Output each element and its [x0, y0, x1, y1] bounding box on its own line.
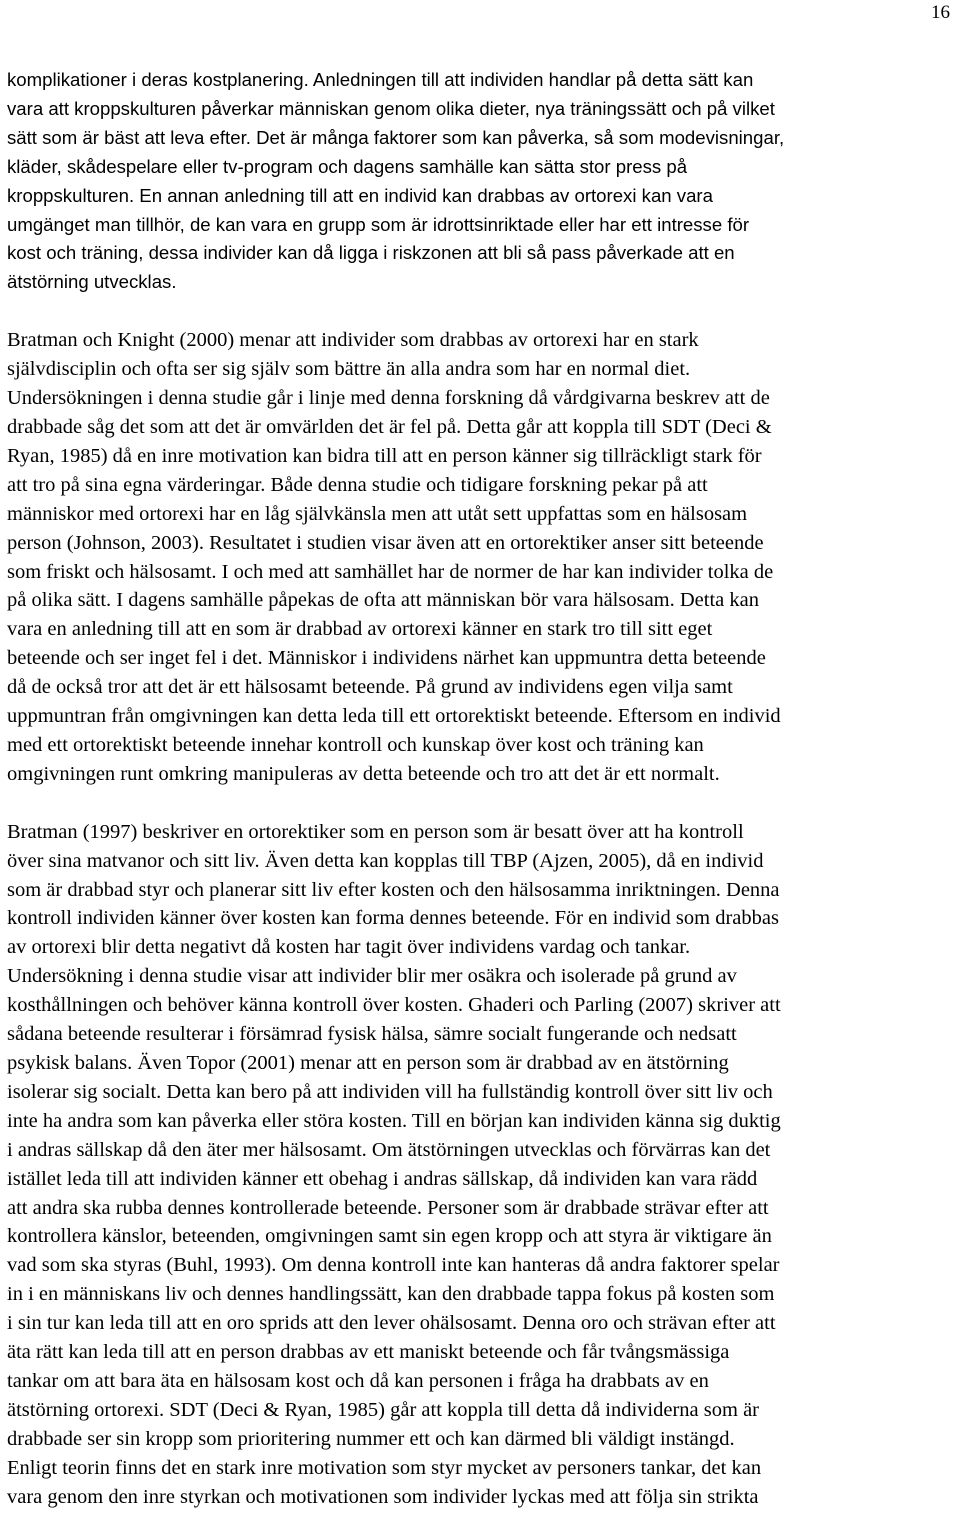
paragraph-gap [7, 789, 957, 818]
body-text [7, 66, 957, 1512]
paragraph-1-text: komplikationer i deras kostplanering. Anledningen till att individen handlar på detta sätt kan vara att kroppskulturen påverkar människan genom olika dieter, nya träningssätt och på vilket sätt som är bäst att leva efter. Det är många faktorer som kan påverka, så som modevisningar, kläder, skådespelare eller tv-program och dagens samhälle kan sätta stor press på kroppskulturen. En annan anledning till att en individ kan drabbas av ortorexi kan vara umgänget man tillhör, de kan vara en grupp som är idrottsinriktade eller har ett intresse för kost och träning, dessa individer kan då ligga i riskzonen att bli så pass påverkade att en ätstörning utvecklas. [7, 69, 785, 293]
paragraph-3: Bratman (1997) beskriver en ortorektiker som en person som är besatt över att ha kontroll över sina matvanor och sitt liv. Även detta kan kopplas till TBP (Ajzen, 2005), då en individ som är drabbad styr och planerar sitt liv efter kosten och den hälsosamma inriktningen. Denna kontroll individen känner över kosten kan forma dennes beteende. För en individ som drabbas av ortorexi blir detta negativt då kosten har tagit över individens vardag och tankar. Undersökning i denna studie visar att individer blir mer osäkra och isolerade på grund av kosthållningen och behöver känna kontroll över kosten. Ghaderi och Parling (2007) skriver att sådana beteende resulterar i försämrad fysisk hälsa, sämre socialt fungerande och nedsatt psykisk balans. Även Topor (2001) menar att en person som är drabbad av en ätstörning isolerar sig socialt. Detta kan bero på att individen vill ha fullständig kontroll över sitt liv och inte ha andra som kan påverka eller störa kosten. Till en början kan individen känna sig duktig i andras sällskap då den äter mer hälsosamt. Om ätstörningen utvecklas och förvärras kan det istället leda till att individen känner ett obehag i andras sällskap, då individen kan vara rädd att andra ska rubba dennes kontrollerade beteende. Personer som är drabbade strävar efter att kontrollera känslor, beteenden, omgivningen samt sin egen kropp och att styra är viktigare än vad som ska styras (Buhl, 1993). Om denna kontroll inte kan hanteras då andra faktorer spelar in i en människans liv och dennes handlingssätt, kan den drabbade tappa fokus på kosten som i sin tur kan leda till att en oro sprids att den lever ohälsosamt. Denna oro och strävan efter att äta rätt kan leda till att en person drabbas av ett maniskt beteende och får tvångsmässiga tankar om att bara äta en hälsosam kost och då kan personen i fråga ha drabbats av en ätstörning ortorexi. SDT (Deci & Ryan, 1985) går att koppla till detta då individerna som är drabbade ser sin kropp som prioritering nummer ett och kan därmed bli väldigt instängd. Enligt teorin finns det en stark inre motivation som styr mycket av personers tankar, det kan vara genom den inre styrkan och motivationen som individer lyckas med att följa sin strikta [7, 820, 781, 1508]
page-number: 16 [931, 2, 950, 23]
paragraph-2: Bratman och Knight (2000) menar att individer som drabbas av ortorexi har en stark självdisciplin och ofta ser sig själv som bättre än alla andra som har en normal diet. Undersökningen i denna studie går i linje med denna forskning då vårdgivarna beskrev att de drabbade såg det som att det är omvärlden det är fel på. Detta går att koppla till SDT (Deci & Ryan, 1985) då en inre motivation kan bidra till att en person känner sig tillräckligt stark för att tro på sina egna värderingar. Både denna studie och tidigare forskning pekar på att människor med ortorexi har en låg självkänsla men att utåt sett uppfattas som en hälsosam person (Johnson, 2003). Resultatet i studien visar även att en ortorektiker anser sitt beteende som friskt och hälsosamt. I och med att samhället har de normer de har kan individer tolka de på olika sätt. I dagens samhälle påpekas de ofta att människan bör vara hälsosam. Detta kan vara en anledning till att en som är drabbad av ortorexi känner en stark tro till sitt eget beteende och ser inget fel i det. Människor i individens närhet kan uppmuntra detta beteende då de också tror att det är ett hälsosamt beteende. På grund av individens egen vilja samt uppmuntran från omgivningen kan detta leda till ett ortorektiskt beteende. Eftersom en individ med ett ortorektiskt beteende innehar kontroll och kunskap över kost och träning kan omgivningen runt omkring manipuleras av detta beteende och tro att det är ett normalt. [7, 329, 781, 785]
paragraph-gap [7, 297, 957, 326]
paragraph-1 [7, 66, 957, 297]
